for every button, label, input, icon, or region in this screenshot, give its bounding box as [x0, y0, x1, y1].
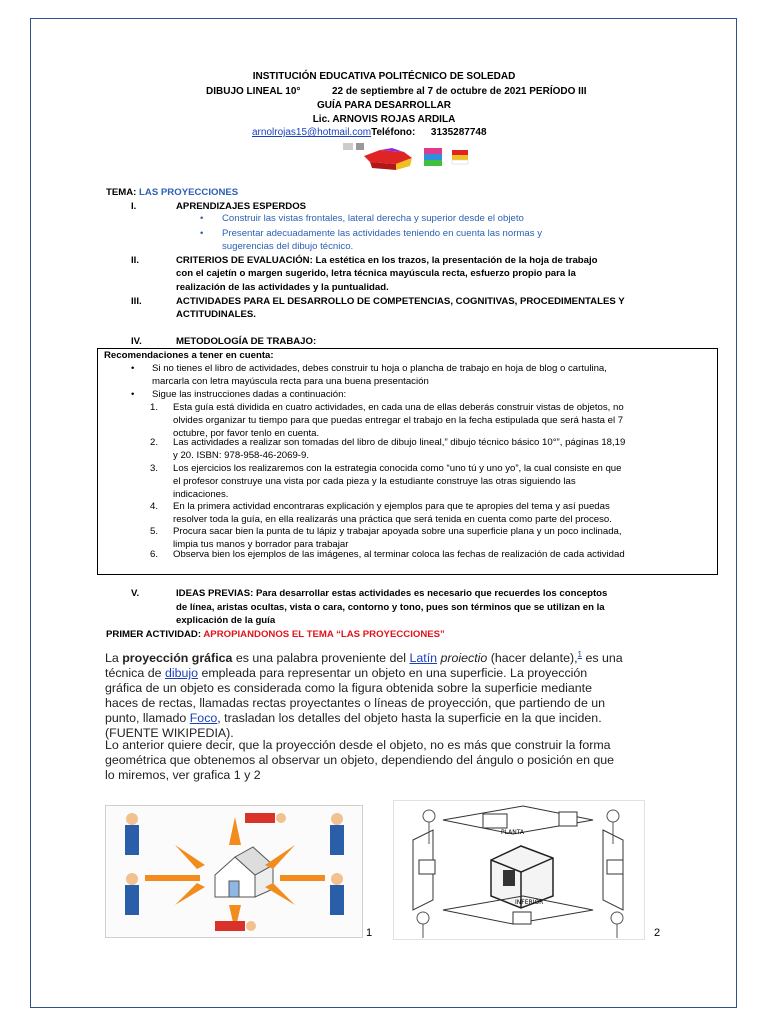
color-logo [424, 148, 442, 166]
activity-title: APROPIANDONOS EL TEMA “LAS PROYECCIONES” [203, 629, 445, 640]
box-line: marcarla con letra mayúscula recta para una buena presentación [152, 376, 429, 387]
section-1-item-cont: sugerencias del dibujo técnico. [222, 241, 354, 252]
label-inferior: INFERIOR [515, 899, 544, 906]
text: técnica de [105, 666, 165, 681]
box-line: olvides organizar tu tiempo para que puedas entregar el trabajo en la fecha estipulada que será hasta el 7 [173, 415, 624, 426]
contact-line [252, 126, 487, 140]
figure-2-number: 2 [654, 927, 661, 939]
paragraph-1-line: (FUENTE WIKIPEDIA). [105, 726, 234, 741]
activity-heading [106, 628, 445, 641]
section-3-line: ACTIVIDADES PARA EL DESARROLLO DE COMPETENCIAS, COGNITIVAS, PROCEDIMENTALES Y [176, 296, 625, 307]
paragraph-2-line: Lo anterior quiere decir, que la proyección desde el objeto, no es más que construir la forma [105, 738, 611, 752]
activity-label: PRIMER ACTIVIDAD: [106, 629, 202, 640]
tema-value: LAS PROYECCIONES [139, 187, 239, 198]
institution-title: INSTITUCIÓN EDUCATIVA POLITÉCNICO DE SOLEDAD [252, 71, 516, 82]
bold-term: proyección gráfica [122, 651, 233, 666]
section-4-number: IV. [131, 336, 142, 347]
ideas-line: de línea, aristas ocultas, vista o cara, contorno y tono, pues son términos que se utilizan en la [176, 602, 605, 613]
figure-1-number: 1 [366, 927, 373, 939]
label-planta: PLANTA [501, 829, 524, 836]
dibujo-link[interactable]: dibujo [164, 666, 199, 681]
section-1-item: Presentar adecuadamente las actividades teniendo en cuenta las normas y [222, 228, 542, 239]
text: La [105, 651, 123, 666]
cube-logo [364, 148, 412, 170]
italic-term: proiectio [437, 651, 488, 666]
section-1-bullet: • [200, 213, 204, 224]
box-item-number: 2. [150, 437, 159, 448]
tema-label: TEMA: [106, 187, 137, 198]
dates: 22 de septiembre al 7 de octubre de 2021 PERÍODO III [331, 86, 587, 97]
figure-1-projection-views [105, 805, 363, 938]
box-item-number: 6. [150, 549, 159, 560]
paragraph-1 [105, 647, 705, 741]
box-line: y 20. ISBN: 978-958-46-2069-9. [173, 450, 309, 461]
section-5-number: V. [131, 588, 140, 599]
paragraph-2-line: lo miremos, ver grafica 1 y 2 [105, 768, 261, 782]
teacher-name: Lic. ARNOVIS ROJAS ARDILA [312, 114, 456, 125]
subject: DIBUJO LINEAL 10° [206, 86, 301, 97]
school-logos [340, 140, 480, 174]
text: es una [582, 651, 623, 666]
foco-link[interactable]: Foco [189, 711, 218, 726]
section-2-line: CRITERIOS DE EVALUACIÓN: La estética en los trazos, la presentación de la hoja de trabajo [176, 255, 598, 266]
box-item-number: 3. [150, 463, 159, 474]
paragraph-1-line [105, 711, 705, 726]
text: empleada para representar un objeto en una superficie. La proyección [198, 666, 588, 681]
box-bullet: • [131, 389, 135, 400]
footnote-link[interactable]: 1 [577, 650, 582, 659]
box-line: En la primera actividad encontraras explicación y ejemplos para que te apropies del tema y así puedas [173, 501, 610, 512]
tema-line [106, 186, 238, 199]
email-link[interactable]: arnolrojas15@hotmail.com [252, 127, 372, 138]
box-line: Las actividades a realizar son tomadas del libro de dibujo lineal,” dibujo técnico básico 10°”, páginas 18,19 [173, 437, 626, 448]
paragraph-1-line: haces de rectas, llamadas rectas proyectantes o líneas de proyección, que partiendo de un [105, 696, 606, 711]
box-line: el profesor construye una vista por cada pieza y la estudiante construye las otras siguiendo las [173, 476, 576, 487]
box-line: indicaciones. [173, 489, 229, 500]
phone-label: Teléfono: [371, 127, 416, 138]
section-1-title: APRENDIZAJES ESPERDOS [176, 201, 307, 212]
section-1-number: I. [131, 201, 137, 212]
box-line: Observa bien los ejemplos de las imágenes, al terminar coloca las fechas de realización de cada actividad [173, 549, 625, 560]
section-2-number: II. [131, 255, 139, 266]
box-line: Si no tienes el libro de actividades, debes construir tu hoja o plancha de trabajo en hoja de blog o cartulina, [152, 363, 607, 374]
text: punto, llamado [105, 711, 190, 726]
text: , trasladan los detalles del objeto hasta la superficie en la que inciden. [217, 711, 602, 726]
phone-number: 3135287748 [430, 127, 487, 138]
box-line: Esta guía está dividida en cuatro actividades, en cada una de ellas deberás construir vistas de objetos, no [173, 402, 624, 413]
box-line: limpia tus manos y borrador para trabajar [173, 539, 349, 550]
logo-small-2 [356, 143, 364, 150]
box-line: resolver toda la guía, en ella realizarás una práctica que será tenida en cuenta como parte del proceso. [173, 514, 612, 525]
section-1-item: Construir las vistas frontales, lateral derecha y superior desde el objeto [222, 213, 524, 224]
text: es una palabra proveniente del [232, 651, 410, 666]
latin-link[interactable]: Latín [409, 651, 438, 666]
text: (hacer delante), [487, 651, 578, 666]
box-line: octubre, por favor tenlo en cuenta. [173, 428, 320, 439]
section-2-line: con el cajetín o margen sugerido, letra técnica mayúscula recta, esfuerzo propio para la [176, 268, 576, 279]
box-item-number: 1. [150, 402, 159, 413]
paragraph-2-line: geométrica que obtenemos al observar un objeto, dependiendo del ángulo o posición en que [105, 753, 615, 767]
figure-2-projection-views [393, 800, 645, 940]
box-line: Los ejercicios los realizaremos con la estrategia conocida como “uno tú y uno yo”, la cual consiste en que [173, 463, 622, 474]
box-bullet: • [131, 363, 135, 374]
ideas-line: IDEAS PREVIAS: Para desarrollar estas actividades es necesario que recuerdes los conceptos [176, 588, 608, 599]
section-1-bullet: • [200, 228, 204, 239]
ideas-line: explicación de la guía [176, 615, 276, 626]
box-line: Sigue las instrucciones dadas a continuación: [152, 389, 347, 400]
paragraph-1-line [105, 666, 705, 681]
box-line: Procura sacar bien la punta de tu lápiz y trabajar apoyada sobre una superficie plana y un poco inclinada, [173, 526, 622, 537]
paragraph-2 [105, 738, 705, 783]
box-item-number: 4. [150, 501, 159, 512]
section-2-line: realización de las actividades y la puntualidad. [176, 282, 389, 293]
section-3-number: III. [131, 296, 142, 307]
box-item-number: 5. [150, 526, 159, 537]
section-3-line: ACTITUDINALES. [176, 309, 256, 320]
box-title: Recomendaciones a tener en cuenta: [104, 350, 274, 361]
logo-small-1 [343, 143, 353, 150]
section-4-title: METODOLOGÍA DE TRABAJO: [176, 336, 317, 347]
paragraph-1-line: gráfica de un objeto es considerada como la figura obtenida sobre la superficie mediante [105, 681, 592, 696]
subject-line [206, 85, 587, 99]
flag-logo [452, 150, 468, 164]
paragraph-1-line [105, 647, 705, 666]
guide-title: GUÍA PARA DESARROLLAR [316, 100, 452, 111]
